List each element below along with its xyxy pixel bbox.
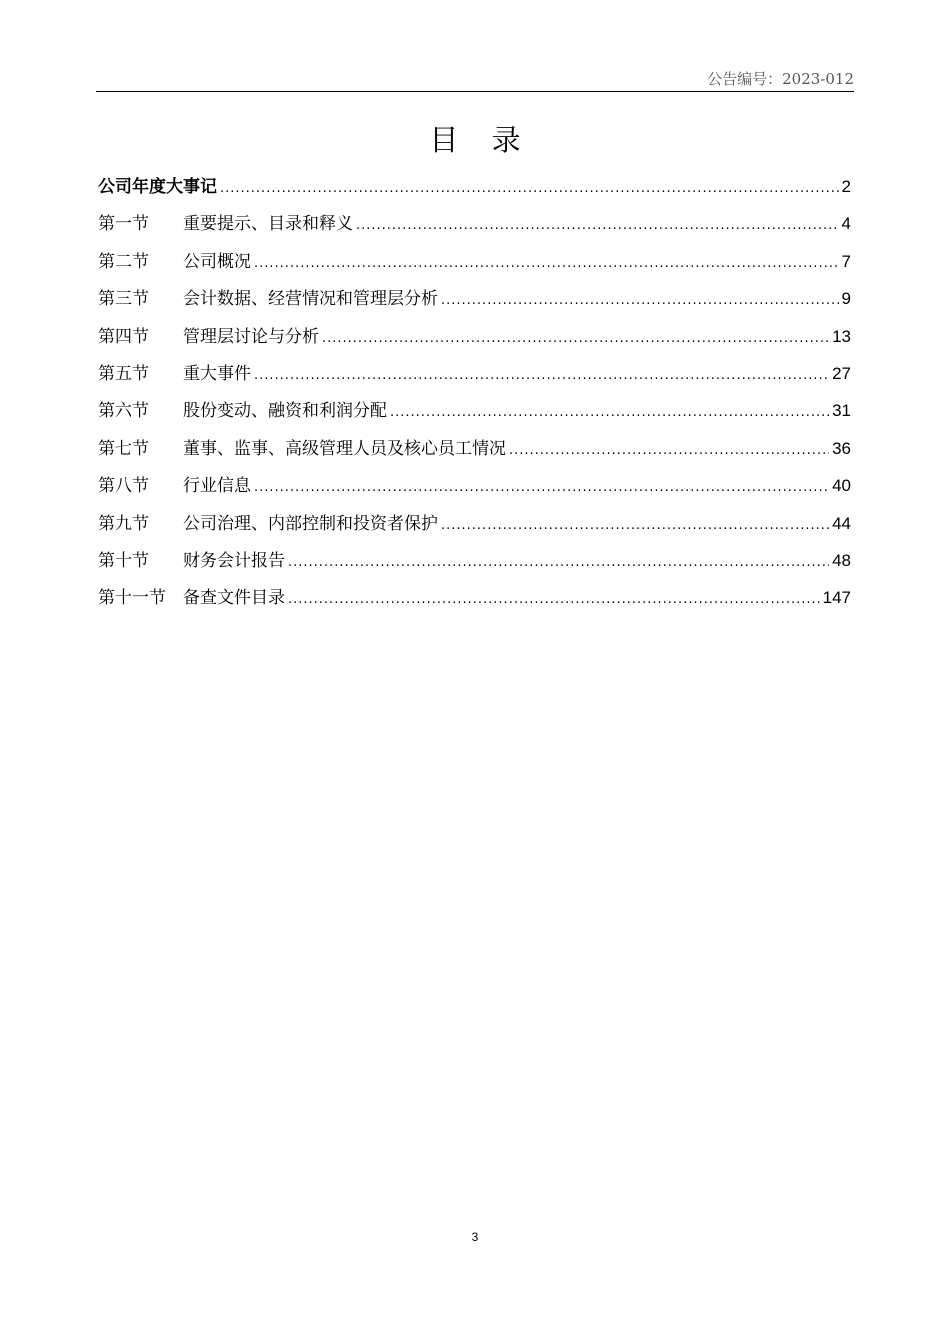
toc-dot-leader — [509, 432, 829, 469]
toc-entry-page: 9 — [841, 289, 851, 309]
toc-entry[interactable] — [98, 542, 851, 579]
toc-dot-leader — [254, 357, 829, 394]
toc-entry-page: 48 — [832, 550, 851, 570]
toc-entry-section: 第一节 — [98, 214, 149, 235]
toc-entry-page: 44 — [832, 513, 851, 533]
page-number: 3 — [471, 1230, 479, 1244]
toc-entry-label: 会计数据、经营情况和管理层分析 — [183, 289, 438, 310]
toc-entry-label: 重大事件 — [183, 363, 251, 384]
toc-entry-label: 行业信息 — [183, 476, 251, 497]
toc-entry-page: 40 — [832, 476, 851, 496]
toc-entry-section: 第十节 — [98, 550, 149, 571]
toc-entry[interactable] — [98, 205, 851, 242]
toc-entry-section: 第十一节 — [98, 588, 166, 609]
toc-entry-label: 备查文件目录 — [183, 588, 285, 609]
toc-entry-page: 36 — [832, 438, 851, 458]
toc-dot-leader — [390, 394, 829, 431]
announcement-number: 公告编号：2023-012 — [707, 70, 854, 88]
toc-entry-label: 重要提示、目录和释义 — [183, 214, 353, 235]
toc-entry-label: 管理层讨论与分析 — [183, 326, 319, 347]
toc-entry-page: 4 — [841, 214, 851, 234]
toc-entry-section: 第三节 — [98, 289, 149, 310]
toc-entry[interactable] — [98, 467, 851, 504]
toc-entry[interactable] — [98, 430, 851, 467]
page-title: 目 录 — [429, 123, 533, 157]
toc-entry-section: 第二节 — [98, 251, 149, 272]
toc-entry-label: 董事、监事、高级管理人员及核心员工情况 — [183, 438, 506, 459]
toc-entry-section: 第七节 — [98, 438, 149, 459]
toc-entry-label: 公司治理、内部控制和投资者保护 — [183, 513, 438, 534]
toc-entry-page: 27 — [832, 363, 851, 383]
toc-dot-leader — [322, 320, 829, 357]
toc-dot-leader — [254, 469, 829, 506]
toc-entry[interactable] — [98, 168, 851, 205]
toc-dot-leader — [288, 581, 820, 618]
toc-entry-section: 第九节 — [98, 513, 149, 534]
toc-entry[interactable] — [98, 505, 851, 542]
toc-entry[interactable] — [98, 318, 851, 355]
toc-entry[interactable] — [98, 392, 851, 429]
toc-entry[interactable] — [98, 355, 851, 392]
toc-entry-page: 31 — [832, 401, 851, 421]
toc-entry-label: 股份变动、融资和利润分配 — [183, 401, 387, 422]
header-divider — [96, 91, 854, 92]
toc-entry-page: 2 — [841, 177, 851, 196]
toc-entry-label: 公司概况 — [183, 251, 251, 272]
toc-dot-leader — [441, 282, 839, 319]
toc-dot-leader — [288, 544, 829, 581]
table-of-contents — [98, 168, 851, 617]
toc-entry[interactable] — [98, 579, 851, 616]
toc-entry-page: 13 — [832, 326, 851, 346]
toc-dot-leader — [441, 507, 829, 544]
toc-entry[interactable] — [98, 280, 851, 317]
toc-entry-section: 第六节 — [98, 401, 149, 422]
toc-entry-label: 财务会计报告 — [183, 550, 285, 571]
toc-entry-page: 7 — [841, 251, 851, 271]
toc-entry-page: 147 — [822, 588, 851, 608]
toc-entry-label: 公司年度大事记 — [98, 177, 217, 197]
toc-dot-leader — [254, 245, 839, 282]
toc-dot-leader — [356, 207, 839, 244]
toc-dot-leader — [220, 170, 839, 207]
toc-entry-section: 第八节 — [98, 476, 149, 497]
toc-entry[interactable] — [98, 243, 851, 280]
toc-entry-section: 第五节 — [98, 363, 149, 384]
toc-entry-section: 第四节 — [98, 326, 149, 347]
